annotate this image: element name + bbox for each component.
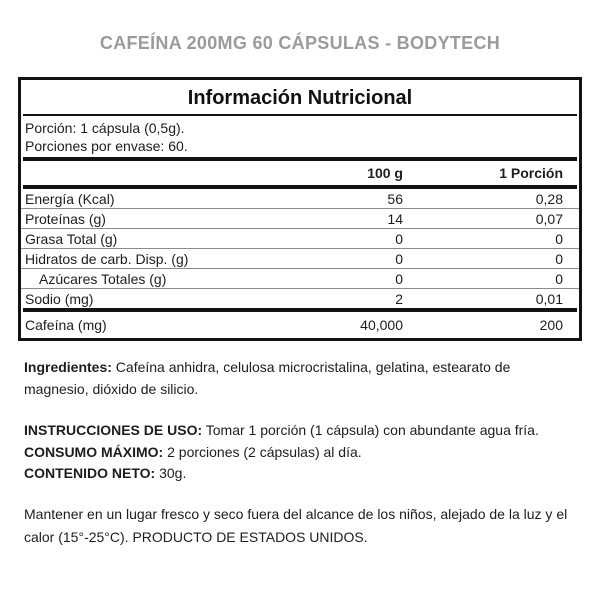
row-label: Cafeína (mg) [25, 317, 107, 333]
row-value-100g: 40,000 [360, 317, 403, 333]
instructions-line-uso [24, 420, 578, 442]
row-label: Grasa Total (g) [25, 230, 118, 247]
row-value-portion: 0 [555, 230, 563, 247]
ingredients-text: Cafeína anhidra, celulosa microcristalina, gelatina, estearato de magnesio, dióxido de silicio. [24, 359, 511, 397]
row-value-portion: 0,01 [535, 290, 563, 307]
row-value-portion: 0 [555, 270, 563, 287]
panel-title: Información Nutricional [187, 87, 413, 109]
table-row-grasa-total [21, 229, 579, 249]
serving-block [21, 116, 579, 157]
ingredients-label: Ingredientes: [24, 359, 112, 375]
table-header-row [21, 161, 579, 185]
page-title: CAFEÍNA 200MG 60 CÁPSULAS - BODYTECH [99, 33, 501, 53]
row-label: Sodio (mg) [25, 290, 94, 307]
serving-size-line: Porción: 1 cápsula (0,5g). [25, 120, 185, 136]
instructions-block [24, 420, 578, 485]
row-value-100g: 0 [395, 230, 403, 247]
instructions-uso-text: Tomar 1 porción (1 cápsula) con abundante agua fría. [202, 422, 539, 438]
row-label: Hidratos de carb. Disp. (g) [25, 250, 189, 267]
row-value-portion: 0,07 [535, 210, 563, 227]
column-header-per-100g: 100 g [367, 165, 403, 181]
instructions-line-consumo [24, 442, 578, 464]
row-value-100g: 0 [395, 270, 403, 287]
row-value-portion: 200 [539, 317, 563, 333]
instructions-consumo-label: CONSUMO MÁXIMO: [24, 443, 164, 460]
ingredients-paragraph [24, 356, 578, 400]
row-value-portion: 0,28 [535, 190, 563, 207]
instructions-consumo-text: 2 porciones (2 cápsulas) al día. [163, 443, 362, 460]
row-label: Proteínas (g) [25, 210, 106, 227]
nutrition-panel [18, 77, 582, 341]
table-row-hidratos [21, 249, 579, 269]
table-row-proteinas [21, 209, 579, 229]
instructions-contenido-label: CONTENIDO NETO: [24, 465, 156, 481]
table-row-azucares [21, 269, 579, 289]
table-row-energia [21, 189, 579, 209]
instructions-contenido-text: 30g. [155, 465, 187, 481]
column-header-per-portion: 1 Porción [499, 165, 563, 181]
row-value-100g: 14 [387, 210, 403, 227]
row-value-100g: 2 [395, 290, 403, 307]
table-row-cafeina [21, 312, 579, 338]
row-label: Energía (Kcal) [25, 190, 115, 207]
row-value-100g: 56 [387, 190, 403, 207]
row-value-portion: 0 [555, 250, 563, 267]
row-value-100g: 0 [395, 250, 403, 267]
servings-per-container-line: Porciones por envase: 60. [25, 138, 188, 154]
row-label: Azúcares Totales (g) [39, 270, 167, 287]
table-row-sodio [21, 289, 579, 308]
storage-paragraph: Mantener en un lugar fresco y seco fuera del alcance de los niños, alejado de la luz y el calor (15°-25°C). PRODUCTO DE ESTADOS UNIDOS. [24, 506, 568, 545]
instructions-line-contenido [24, 463, 578, 485]
instructions-uso-label: INSTRUCCIONES DE USO: [24, 422, 203, 438]
